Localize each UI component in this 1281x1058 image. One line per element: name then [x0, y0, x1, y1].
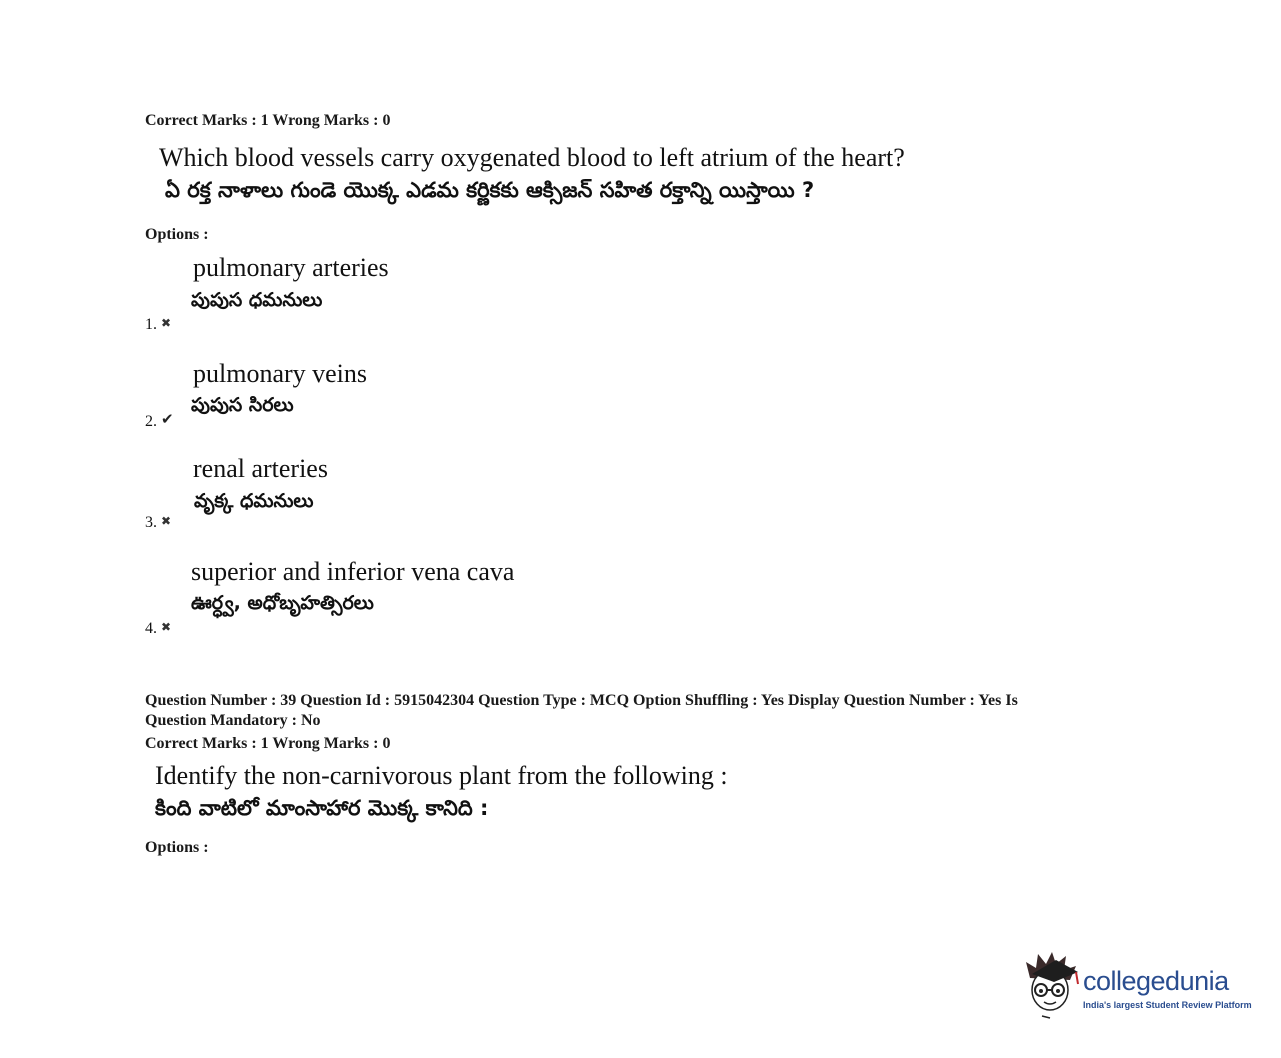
option-2-label: 2.	[145, 413, 157, 430]
option-4-label: 4.	[145, 620, 157, 637]
q38-question-en: Which blood vessels carry oxygenated blood to left atrium of the heart?	[159, 143, 905, 172]
q38-options-label: Options :	[145, 226, 209, 243]
option-2-number	[145, 410, 174, 431]
option-3-text-en: renal arteries	[193, 454, 328, 483]
q39-question-en: Identify the non-carnivorous plant from the following :	[155, 761, 728, 790]
option-3-number	[145, 512, 171, 532]
option-3-label: 3.	[145, 514, 157, 531]
option-3-text-te: వృక్క ధమనులు	[194, 490, 314, 512]
q38-question-te: ఏ రక్త నాళాలు గుండె యొక్క ఎడమ కర్ణికకు ఆక్సిజన్ సహిత రక్తాన్ని యిస్తాయి ?	[165, 178, 815, 202]
wrong-mark-icon: ✖	[161, 620, 172, 634]
logo-name: collegedunia	[1083, 966, 1229, 996]
option-4-number	[145, 618, 171, 638]
q39-marks: Correct Marks : 1 Wrong Marks : 0	[145, 735, 391, 752]
mascot-icon	[1022, 950, 1080, 1020]
q38-marks: Correct Marks : 1 Wrong Marks : 0	[145, 112, 391, 129]
logo-tagline: India's largest Student Review Platform	[1083, 1000, 1252, 1010]
option-4-text-te: ఊర్ధ్వ, అధోబృహత్సిరలు	[191, 592, 374, 614]
correct-check-icon: ✔	[161, 410, 174, 428]
option-2-text-en: pulmonary veins	[193, 359, 368, 388]
q39-question-te: కింది వాటిలో మాంసాహార మొక్క కానిది :	[155, 796, 489, 820]
option-1-text-te: పుపుస ధమనులు	[191, 289, 323, 311]
option-1-number	[145, 314, 171, 334]
q39-options-label: Options :	[145, 839, 209, 856]
q39-header-line1: Question Number : 39 Question Id : 5915042304 Question Type : MCQ Option Shuffling : Yes Display Question Number : Yes Is	[145, 692, 1018, 709]
option-1-label: 1.	[145, 316, 157, 333]
option-4-text-en: superior and inferior vena cava	[191, 557, 515, 586]
collegedunia-logo	[1022, 950, 1252, 1020]
option-2-text-te: పుపుస సిరలు	[191, 394, 294, 416]
wrong-mark-icon: ✖	[161, 514, 172, 528]
wrong-mark-icon: ✖	[161, 316, 172, 330]
q39-header-line2: Question Mandatory : No	[145, 712, 321, 729]
option-1-text-en: pulmonary arteries	[193, 253, 389, 282]
